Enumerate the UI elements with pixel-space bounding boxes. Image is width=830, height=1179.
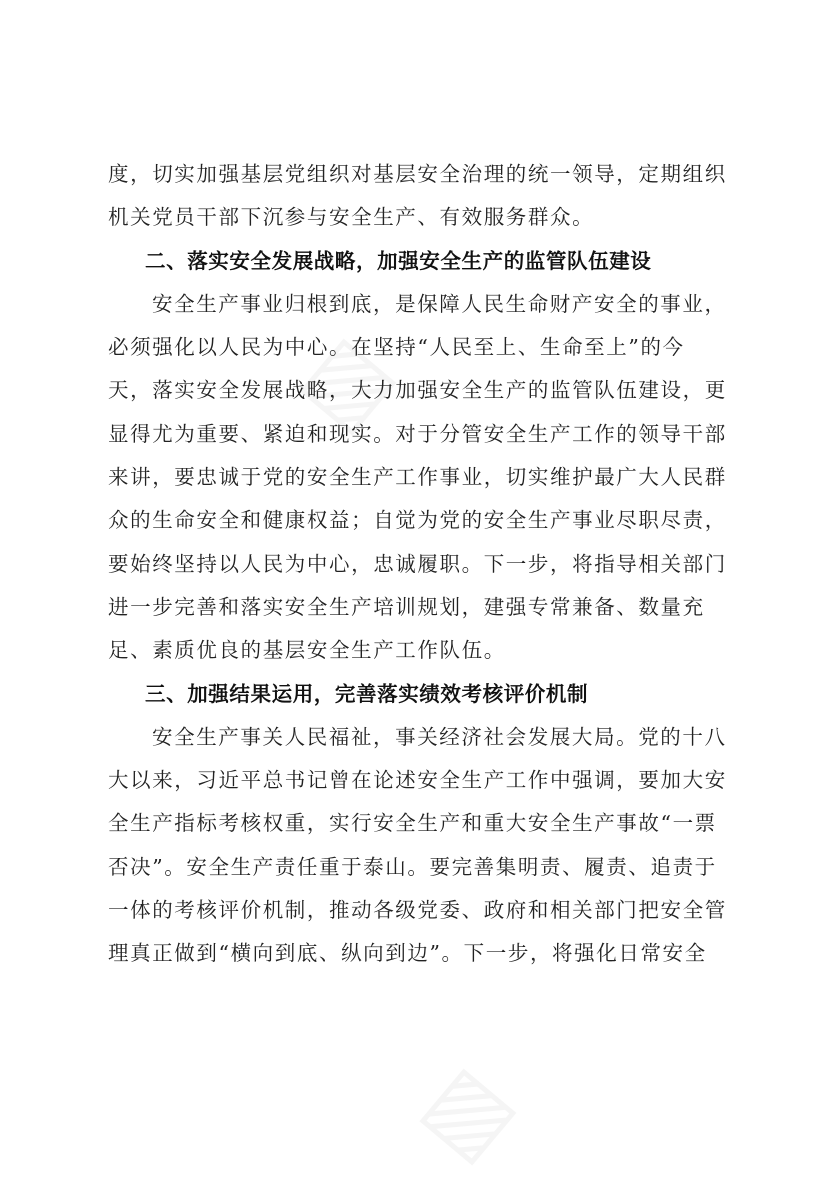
paragraph-line: 理真正做到“横向到底、纵向到边”。下一步，将强化日常安全	[108, 941, 707, 966]
paragraph-line: 度，切实加强基层党组织对基层安全治理的统一领导，定期组织	[108, 162, 727, 186]
paragraph-line: 必须强化以人民为中心。在坚持“人民至上、生命至上”的今	[108, 335, 685, 360]
paragraph-line: 显得尤为重要、紧迫和现实。对于分管安全生产工作的领导干部	[108, 421, 727, 446]
paragraph-line: 众的生命安全和健康权益；自觉为党的安全生产事业尽职尽责，	[108, 508, 727, 533]
paragraph-line: 全生产指标考核权重，实行安全生产和重大安全生产事故“一票	[108, 811, 717, 836]
paragraph-line: 否决”。安全生产责任重于泰山。要完善集明责、履责、追责于	[108, 854, 717, 879]
paragraph-line: 足、素质优良的基层安全生产工作队伍。	[108, 638, 506, 663]
document-body	[108, 153, 738, 976]
section-heading: 二、落实安全发展战略，加强安全生产的监管队伍建设	[145, 248, 652, 273]
section-heading: 三、加强结果运用，完善落实绩效考核评价机制	[145, 681, 589, 706]
paragraph-line: 天，落实安全发展战略，大力加强安全生产的监管队伍建设，更	[108, 378, 727, 403]
watermark: ▧	[274, 316, 411, 449]
paragraph-line: 要始终坚持以人民为中心，忠诚履职。下一步，将指导相关部门	[108, 551, 727, 576]
paragraph-line: 大以来，习近平总书记曾在论述安全生产工作中强调，要加大安	[108, 768, 727, 793]
paragraph-line: 安全生产事关人民福祉，事关经济社会发展大局。党的十八	[152, 724, 727, 749]
watermark: ▧	[394, 1046, 531, 1179]
paragraph-line: 安全生产事业归根到底，是保障人民生命财产安全的事业，	[152, 291, 727, 316]
paragraph-line: 一体的考核评价机制，推动各级党委、政府和相关部门把安全管	[108, 898, 727, 923]
paragraph-line: 机关党员干部下沉参与安全生产、有效服务群众。	[108, 205, 595, 230]
paragraph-line: 来讲，要忠诚于党的安全生产工作事业，切实维护最广大人民群	[108, 465, 727, 490]
paragraph-line: 进一步完善和落实安全生产培训规划，建强专常兼备、数量充	[108, 594, 705, 619]
